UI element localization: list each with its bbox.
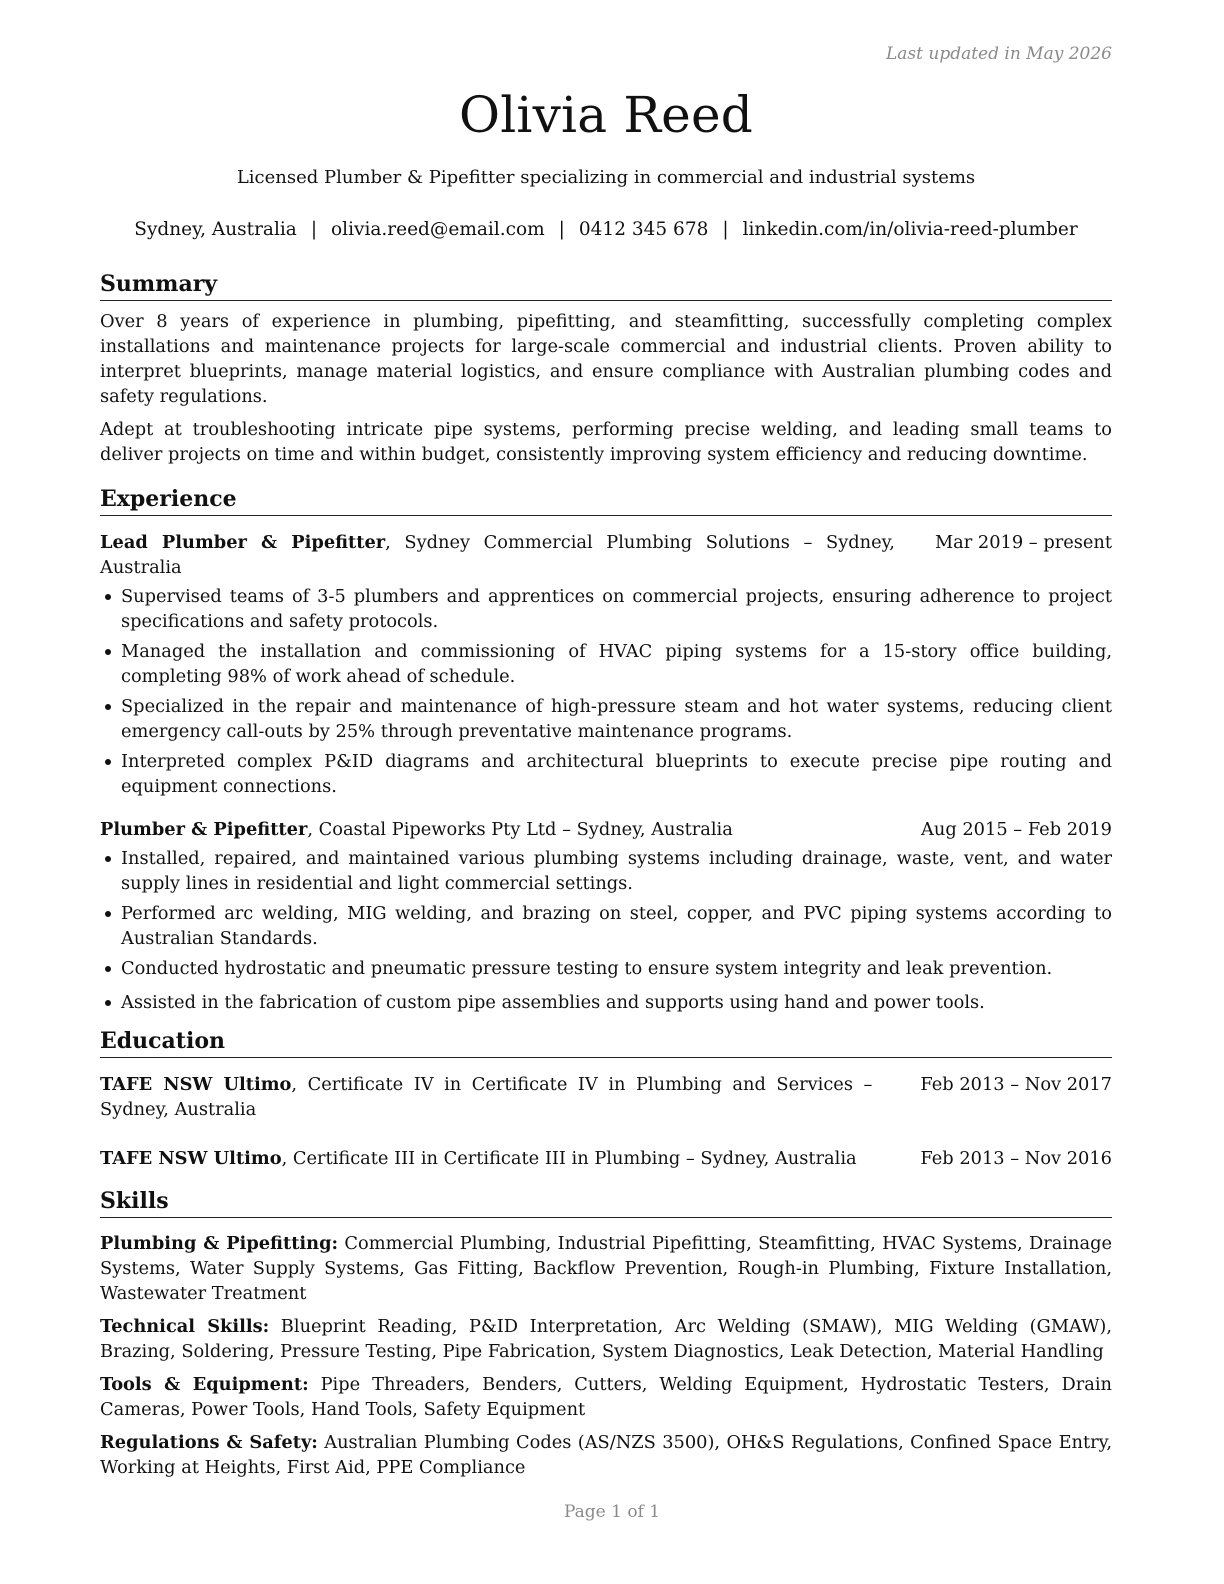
contact-separator: | (558, 219, 565, 240)
bullet-item: Performed arc welding, MIG welding, and brazing on steel, copper, and PVC piping systems according to Australian Standards. (100, 901, 1112, 951)
summary-section (100, 270, 1112, 467)
contact-linkedin[interactable]: linkedin.com/in/olivia-reed-plumber (742, 219, 1078, 240)
job-entry (100, 817, 1112, 1015)
job-header (100, 817, 1112, 842)
experience-section (100, 485, 1112, 1015)
job-dates: Mar 2019 – present (934, 532, 1112, 553)
bullet-item: Interpreted complex P&ID diagrams and architectural blueprints to execute precise pipe routing and equipment connections. (100, 749, 1112, 799)
skill-group-items: Commercial Plumbing, Industrial Pipefitting, Steamfitting, HVAC Systems, Drainage Systems, Water Supply Systems, Gas Fitting, Backflow Prevention, Rough-in Plumbing, Fixture Installation, Wastewater Treatment (100, 1233, 1113, 1304)
contact-separator: | (310, 219, 318, 240)
job-bullets (100, 584, 1112, 799)
contact-phone[interactable]: 0412 345 678 (578, 219, 709, 240)
skill-group-items: Blueprint Reading, P&ID Interpretation, Arc Welding (SMAW), MIG Welding (GMAW), Brazing, Soldering, Pressure Testing, Pipe Fabrication, System Diagnostics, Leak Detection, Material Handling (100, 1316, 1113, 1362)
skill-group-label: Plumbing & Pipefitting: (100, 1233, 339, 1254)
skill-group-label: Tools & Equipment: (100, 1374, 309, 1395)
summary-paragraph: Over 8 years of experience in plumbing, pipefitting, and steamfitting, successfully completing complex installations and maintenance projects for large-scale commercial and industrial clients. Proven ability to interpret blueprints, manage material logistics, and ensure compliance with Australian plumbing codes and safety regulations. (100, 311, 1112, 407)
skill-group-label: Technical Skills: (100, 1316, 270, 1337)
bullet-item: Specialized in the repair and maintenance of high-pressure steam and hot water systems, reducing client emergency call-outs by 25% through preventative maintenance programs. (100, 694, 1112, 744)
section-title-summary: Summary (100, 270, 1112, 301)
contact-location: Sydney, Australia (134, 219, 297, 240)
education-detail: , Certificate III in Certificate III in Plumbing – Sydney, Australia (281, 1148, 857, 1169)
person-name: Olivia Reed (459, 86, 753, 144)
job-role: Plumber & Pipefitter (100, 819, 308, 840)
bullet-item: Installed, repaired, and maintained various plumbing systems including drainage, waste, vent, and water supply lines in residential and light commercial settings. (100, 846, 1112, 896)
education-detail: , Certificate IV in Certificate IV in Plumbing and Services – Sydney, Australia (100, 1074, 873, 1120)
resume-content (100, 270, 1112, 1480)
skill-group-items: Australian Plumbing Codes (AS/NZS 3500), OH&S Regulations, Confined Space Entry, Working at Heights, First Aid, PPE Compliance (100, 1432, 1112, 1478)
skill-group (100, 1430, 1112, 1480)
education-dates: Feb 2013 – Nov 2016 (920, 1148, 1112, 1169)
job-title-line (100, 530, 935, 580)
education-line (100, 1072, 920, 1122)
job-role: Lead Plumber & Pipefitter (100, 532, 386, 553)
job-title-line (100, 817, 921, 842)
education-entry (100, 1072, 1112, 1122)
job-org: , Sydney Commercial Plumbing Solutions – Sydney, Australia (100, 532, 895, 578)
job-org: , Coastal Pipeworks Pty Ltd – Sydney, Australia (307, 819, 733, 840)
education-section (100, 1027, 1112, 1171)
contact-separator: | (722, 219, 729, 240)
education-dates: Feb 2013 – Nov 2017 (920, 1074, 1112, 1095)
section-title-skills: Skills (100, 1187, 1112, 1218)
skills-section (100, 1187, 1112, 1480)
job-header (100, 530, 1112, 580)
section-title-education: Education (100, 1027, 1112, 1058)
skill-group (100, 1231, 1112, 1306)
skill-group-label: Regulations & Safety: (100, 1432, 318, 1453)
skill-group (100, 1314, 1112, 1364)
bullet-item: Conducted hydrostatic and pneumatic pressure testing to ensure system integrity and leak prevention. (100, 956, 1112, 981)
last-updated: Last updated in May 2026 (885, 44, 1112, 64)
bullet-item: Managed the installation and commissioning of HVAC piping systems for a 15-story office building, completing 98% of work ahead of schedule. (100, 639, 1112, 689)
bullet-item: Supervised teams of 3-5 plumbers and apprentices on commercial projects, ensuring adherence to project specifications and safety protocols. (100, 584, 1112, 634)
contact-email[interactable]: olivia.reed@email.com (331, 219, 545, 240)
skill-group (100, 1372, 1112, 1422)
education-school: TAFE NSW Ultimo (100, 1074, 292, 1095)
summary-paragraph: Adept at troubleshooting intricate pipe systems, performing precise welding, and leading small teams to deliver projects on time and within budget, consistently improving system efficiency and reducing downtime. (100, 419, 1112, 465)
contact-line (100, 219, 1112, 240)
job-bullets (100, 846, 1112, 1015)
education-line (100, 1146, 920, 1171)
job-dates: Aug 2015 – Feb 2019 (921, 819, 1112, 840)
section-title-experience: Experience (100, 485, 1112, 516)
page-number: Page 1 of 1 (563, 1502, 661, 1522)
skill-group-items: Pipe Threaders, Benders, Cutters, Welding Equipment, Hydrostatic Testers, Drain Cameras, Power Tools, Hand Tools, Safety Equipment (100, 1374, 1113, 1420)
tagline: Licensed Plumber & Pipefitter specializing in commercial and industrial systems (236, 167, 976, 188)
education-school: TAFE NSW Ultimo (100, 1148, 282, 1169)
job-entry (100, 530, 1112, 799)
education-entry (100, 1146, 1112, 1171)
bullet-item: Assisted in the fabrication of custom pipe assemblies and supports using hand and power tools. (100, 990, 1112, 1015)
